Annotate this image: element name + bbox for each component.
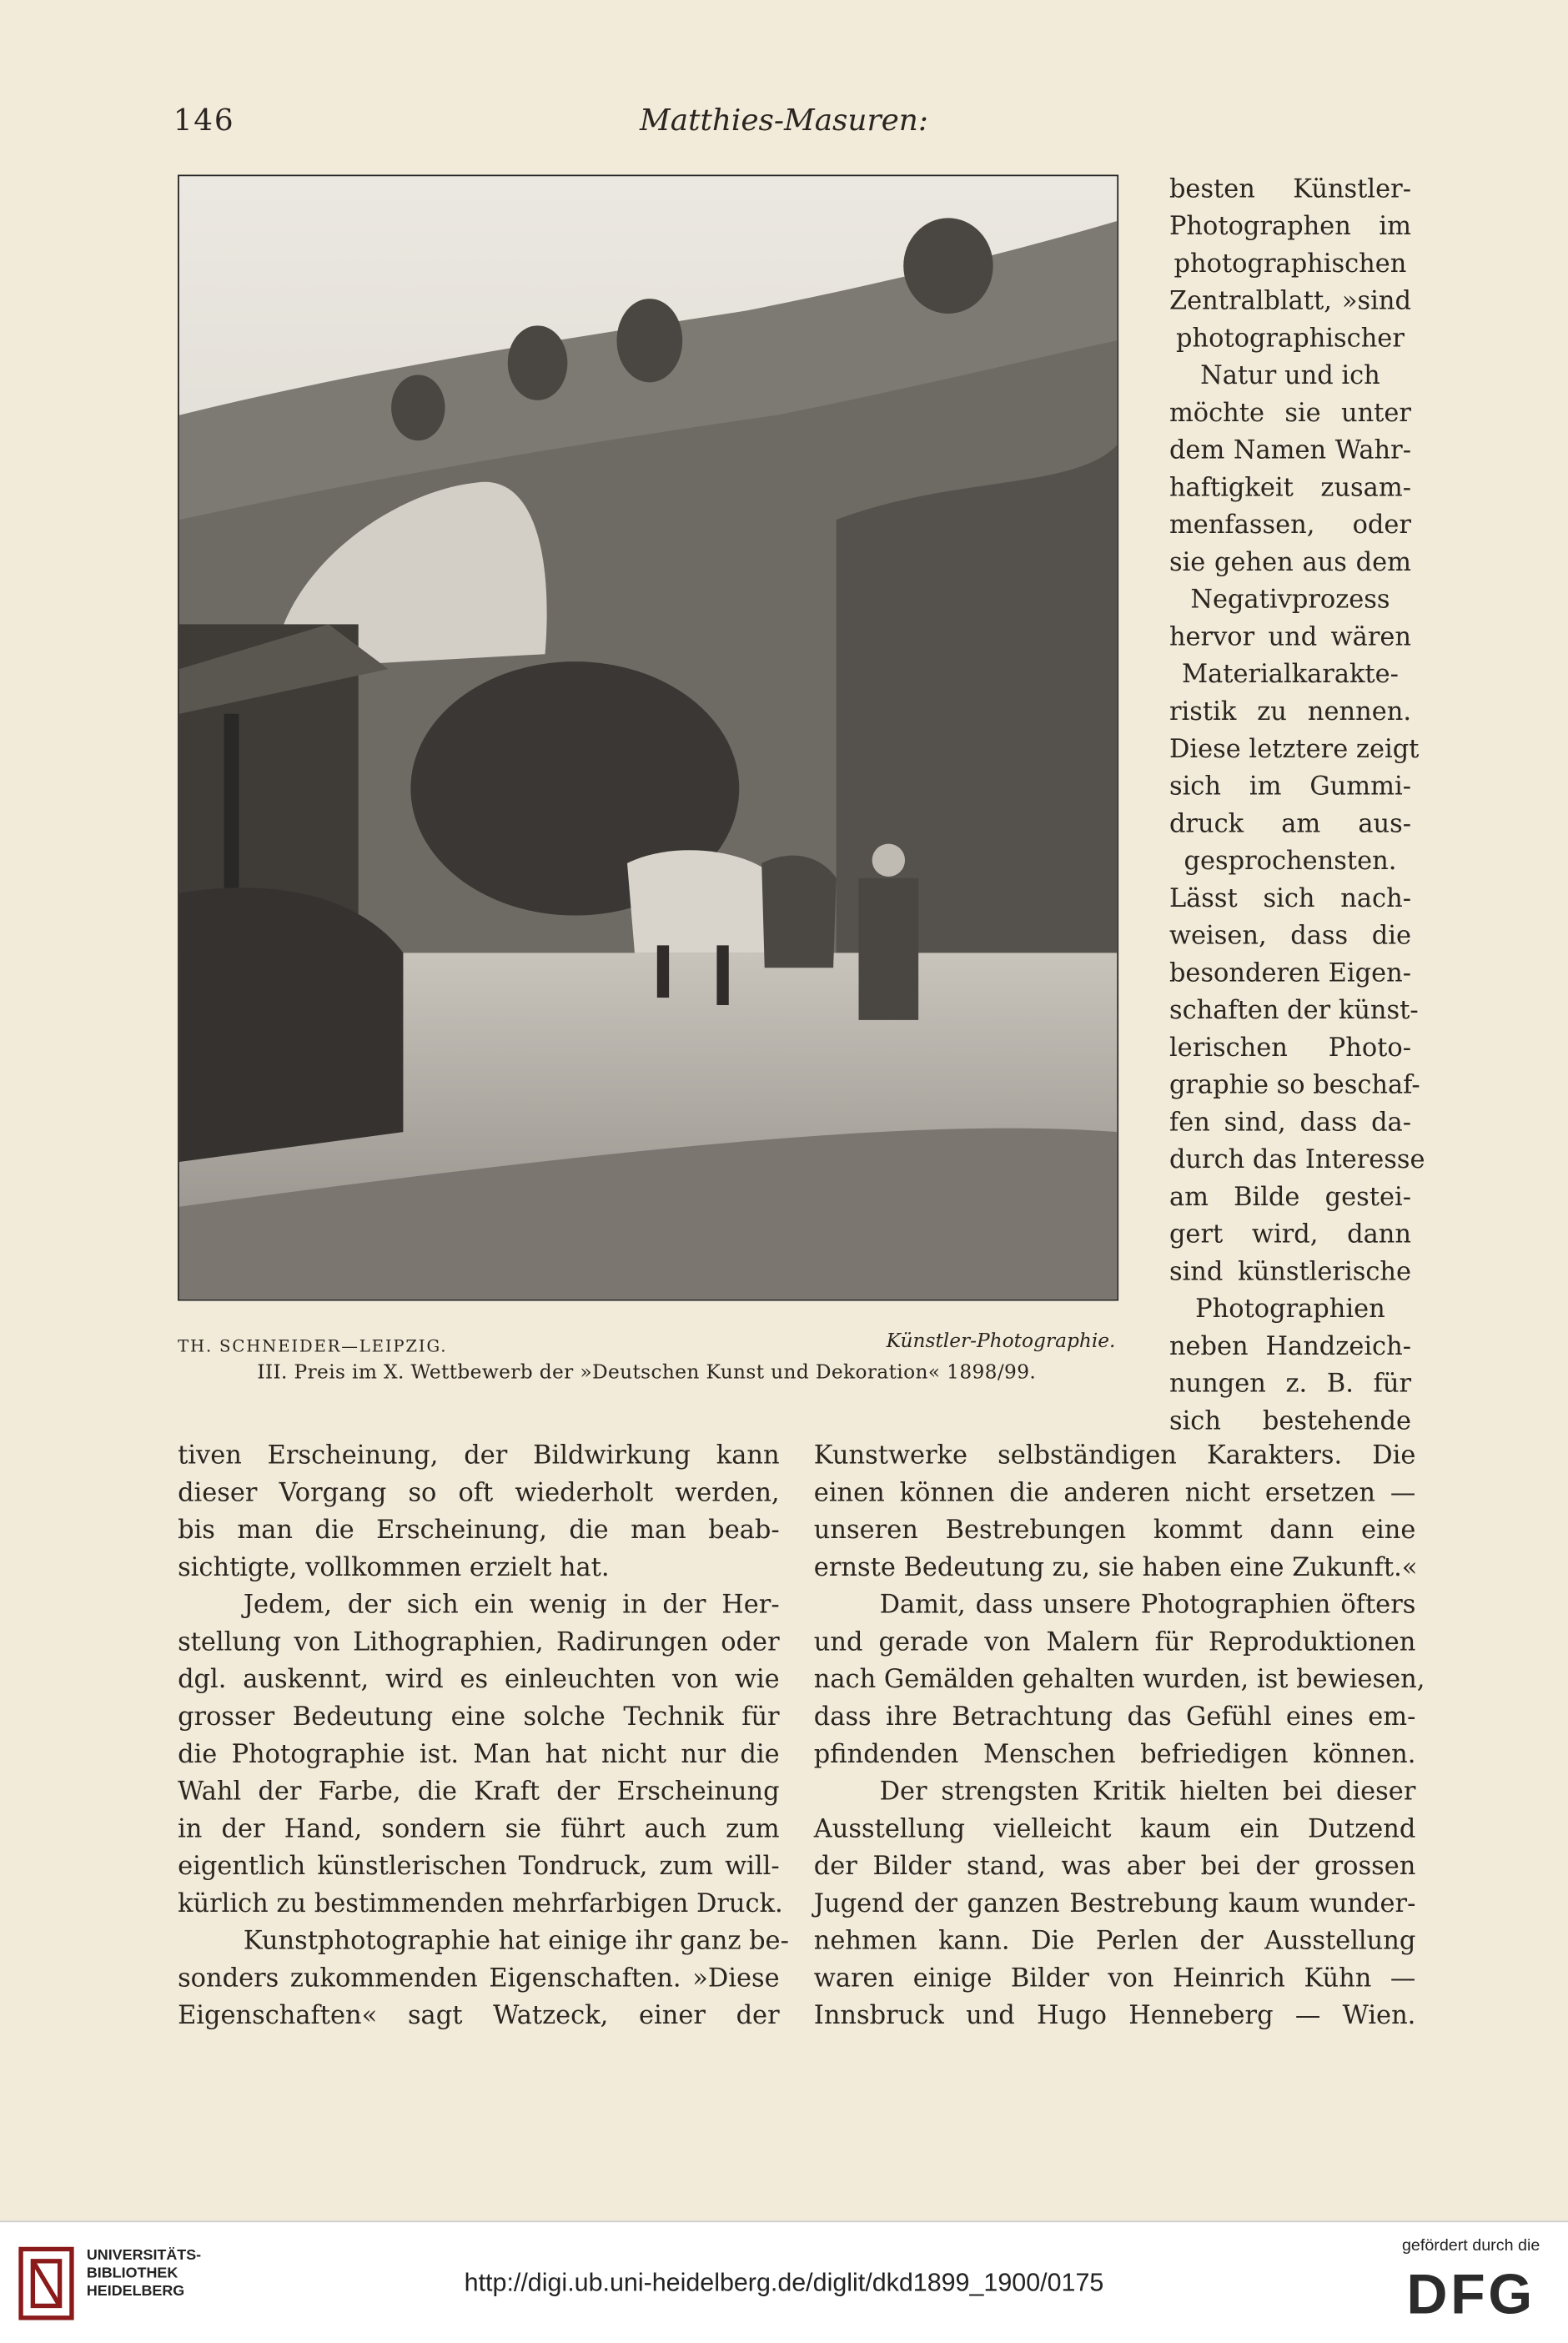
text-line: sich im Gummi- xyxy=(1168,772,1411,802)
text-line: nungen z. B. für xyxy=(1168,1369,1411,1400)
photograph-image xyxy=(179,176,1117,1299)
text-line: fen sind, dass da- xyxy=(1168,1108,1411,1139)
text-line: möchte sie unter xyxy=(1168,399,1411,429)
text-line: Wahl der Farbe, die Kraft der Erscheinung xyxy=(178,1777,780,1808)
text-line: sonders zukommenden Eigenschaften. »Diese xyxy=(178,1963,780,1994)
text-line: bis man die Erscheinung, die man beab- xyxy=(178,1516,780,1546)
text-line: kürlich zu bestimmenden mehrfarbigen Druck. xyxy=(178,1888,783,1919)
text-line: der Bilder stand, was aber bei der grossen xyxy=(813,1852,1416,1882)
text-line: Kunstwerke selbständigen Karakters. Die xyxy=(813,1440,1416,1471)
text-line: gesprochensten. xyxy=(1184,847,1397,877)
left-text-column xyxy=(178,1438,789,2035)
library-name-line: BIBLIOTHEK xyxy=(86,2265,178,2282)
text-line: sichtigte, vollkommen erzielt hat. xyxy=(178,1553,610,1583)
text-line: stellung von Lithographien, Radirungen oder xyxy=(178,1627,780,1658)
hay-cart-photograph xyxy=(178,174,1118,1300)
page-number: 146 xyxy=(173,101,235,138)
text-line: ristik zu nennen. xyxy=(1168,697,1411,727)
permalink[interactable]: http://digi.ub.uni-heidelberg.de/diglit/dkd1899_1900/0175 xyxy=(464,2268,1104,2297)
text-line: Negativprozess xyxy=(1190,585,1390,616)
dfg-logo: DFG xyxy=(1406,2264,1535,2327)
photographer-credit: TH. SCHNEIDER—LEIPZIG. xyxy=(178,1336,448,1356)
photo-title: Künstler-Photographie. xyxy=(886,1330,1116,1354)
text-line: Damit, dass unsere Photographien öfters xyxy=(879,1590,1416,1621)
text-line: Kunstphotographie hat einige ihr ganz be- xyxy=(243,1926,789,1957)
text-line: Jugend der ganzen Bestrebung kaum wunder- xyxy=(813,1888,1416,1919)
text-line: dem Namen Wahr- xyxy=(1168,435,1411,466)
text-line: nehmen kann. Die Perlen der Ausstellung xyxy=(813,1926,1416,1957)
running-title: Matthies-Masuren: xyxy=(640,101,928,138)
text-line: waren einige Bilder von Heinrich Kühn — xyxy=(813,1963,1416,1994)
text-line: photographischer xyxy=(1176,324,1405,354)
text-line: besten Künstler- xyxy=(1168,174,1411,205)
funding-note: gefördert durch die xyxy=(1401,2237,1540,2255)
text-line: nach Gemälden gehalten wurden, ist bewiesen, xyxy=(813,1665,1425,1696)
text-line: druck am aus- xyxy=(1168,809,1411,840)
text-line: lerischen Photo- xyxy=(1168,1033,1411,1063)
text-line: Diese letztere zeigt xyxy=(1168,734,1420,765)
text-line: photographischen xyxy=(1173,249,1407,279)
text-line: Jedem, der sich ein wenig in der Her- xyxy=(243,1590,780,1621)
text-line: dass ihre Betrachtung das Gefühl eines em- xyxy=(813,1702,1416,1732)
text-line: hervor und wären xyxy=(1168,622,1411,653)
text-line: pfindenden Menschen befriedigen können. xyxy=(813,1739,1416,1770)
text-line: unseren Bestrebungen kommt dann eine xyxy=(813,1516,1416,1546)
text-line: Materialkarakte- xyxy=(1181,660,1399,691)
text-line: dgl. auskennt, wird es einleuchten von wie xyxy=(178,1665,780,1696)
text-line: in der Hand, sondern sie führt auch zum xyxy=(178,1814,780,1845)
text-line: graphie so beschaf- xyxy=(1168,1070,1420,1101)
text-line: Innsbruck und Hugo Henneberg — Wien. xyxy=(813,2001,1416,2032)
text-line: haftigkeit zusam- xyxy=(1168,473,1411,504)
text-line: und gerade von Malern für Reproduktionen xyxy=(813,1627,1416,1658)
text-line: die Photographie ist. Man hat nicht nur die xyxy=(178,1739,780,1770)
text-line: neben Handzeich- xyxy=(1168,1332,1411,1362)
text-line: eigentlich künstlerischen Tondruck, zum will- xyxy=(178,1852,780,1882)
text-line: gert wird, dann xyxy=(1168,1219,1411,1250)
side-text-column xyxy=(1168,172,1425,1441)
text-line: menfassen, oder xyxy=(1168,510,1411,541)
digitization-footer xyxy=(0,2220,1568,2343)
text-line: besonderen Eigen- xyxy=(1168,958,1411,989)
text-line: Eigenschaften« sagt Watzeck, einer der xyxy=(178,2001,780,2032)
text-line: Der strengsten Kritik hielten bei dieser xyxy=(879,1777,1416,1808)
text-line: Lässt sich nach- xyxy=(1168,883,1411,914)
text-line: Photographen im xyxy=(1168,212,1411,243)
text-line: grosser Bedeutung eine solche Technik für xyxy=(178,1702,780,1732)
text-line: Zentralblatt, »sind xyxy=(1168,286,1411,317)
text-line: dieser Vorgang so oft wiederholt werden, xyxy=(178,1478,780,1509)
text-line: tiven Erscheinung, der Bildwirkung kann xyxy=(178,1440,780,1471)
library-name-line: UNIVERSITÄTS- xyxy=(86,2247,202,2265)
text-line: ernste Bedeutung zu, sie haben eine Zukunft.« xyxy=(813,1553,1418,1583)
library-name-line: HEIDELBERG xyxy=(86,2283,185,2300)
figure-caption: III. Preis im X. Wettbewerb der »Deutschen Kunst und Dekoration« 1898/99. xyxy=(257,1361,1037,1385)
text-line: am Bilde gestei- xyxy=(1168,1183,1411,1213)
text-line: sind künstlerische xyxy=(1168,1257,1411,1288)
text-line: sich bestehende xyxy=(1168,1406,1411,1437)
text-line: einen können die anderen nicht ersetzen — xyxy=(813,1478,1416,1509)
text-line: Photographien xyxy=(1195,1295,1385,1325)
text-line: schaften der künst- xyxy=(1168,996,1419,1027)
text-line: durch das Interesse xyxy=(1168,1145,1425,1176)
text-line: sie gehen aus dem xyxy=(1168,548,1411,578)
text-line: weisen, dass die xyxy=(1168,921,1411,952)
text-line: Ausstellung vielleicht kaum ein Dutzend xyxy=(813,1814,1416,1845)
text-line: Natur und ich xyxy=(1200,361,1380,392)
right-text-column xyxy=(813,1438,1425,2035)
